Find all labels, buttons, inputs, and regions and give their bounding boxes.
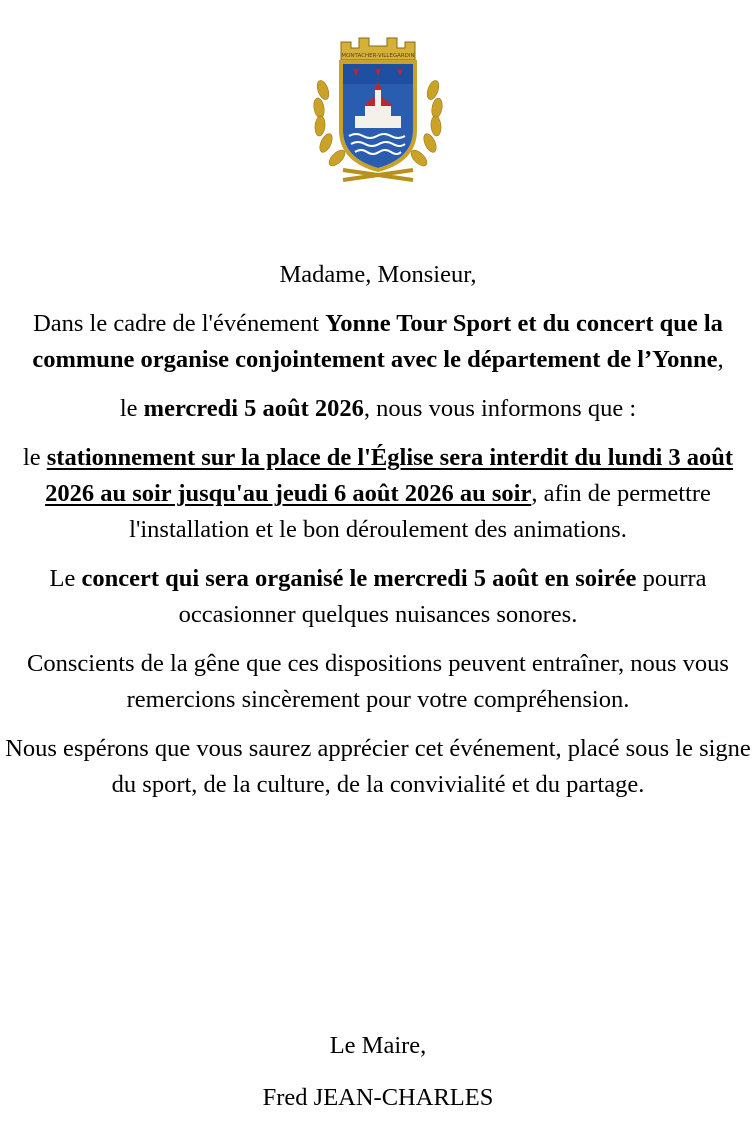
paragraph-date: le mercredi 5 août 2026, nous vous informons que : [119, 395, 637, 422]
letter-body [0, 257, 756, 816]
paragraph-parking: le stationnement sur la place de l'Église sera interdit du lundi 3 août 2026 au soir jusqu'au jeudi 6 août 2026 au soir, afin de permettre l'installation et le bon déroulement des animations. [22, 444, 734, 543]
paragraph-closing: Nous espérons que vous saurez apprécier cet événement, placé sous le signe du sport, de la culture, de la convivialité et du partage. [5, 735, 751, 798]
signature-title: Le Maire, [329, 1032, 427, 1059]
paragraph-concert: Le concert qui sera organisé le mercredi 5 août en soirée pourra occasionner quelques nuisances sonores. [49, 565, 707, 628]
concert-notice: concert qui sera organisé le mercredi 5 août en soirée [81, 565, 637, 592]
parking-restriction: stationnement sur la place de l'Église sera interdit du lundi 3 août 2026 au soir jusqu'au jeudi 6 août 2026 au soir [45, 444, 734, 507]
event-name: Yonne Tour Sport et du concert que la commune organise conjointement avec le département de l’Yonne [32, 310, 723, 373]
signature-name: Fred JEAN-CHARLES [262, 1084, 494, 1111]
event-date: mercredi 5 août 2026 [143, 395, 364, 422]
paragraph-thanks: Conscients de la gêne que ces dispositions peuvent entraîner, nous vous remercions sincèrement pour votre compréhension. [27, 650, 729, 713]
crest-banner-text: MONTACHER-VILLEGARDIN [341, 53, 415, 59]
municipal-crest [303, 20, 453, 190]
paragraph-event: Dans le cadre de l'événement Yonne Tour Sport et du concert que la commune organise conjointement avec le département de l’Yonne, [32, 310, 724, 373]
salutation: Madame, Monsieur, [279, 261, 477, 288]
